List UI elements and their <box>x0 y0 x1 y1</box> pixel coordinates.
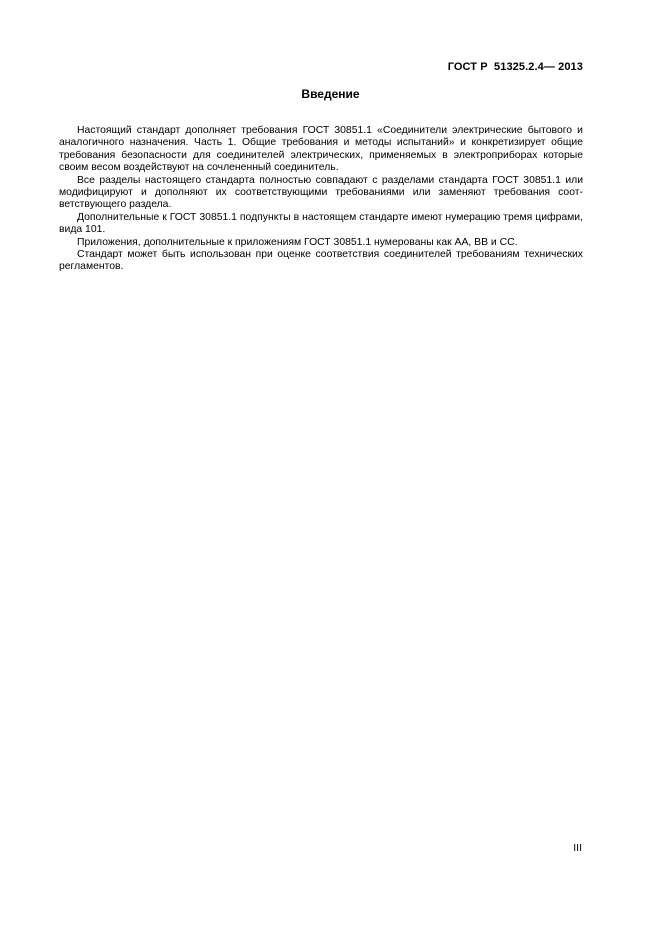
section-title: Введение <box>301 87 360 101</box>
paragraph: Все разделы настоящего стандарта полностью совпадают с разделами стандарта ГОСТ 30851.1 или модифицируют и дополняют их соответствующими требованиями или заменяют требования соответствующего раздела. <box>59 174 583 211</box>
document-header-standard-id: ГОСТ Р 51325.2.4— 2013 <box>447 61 583 73</box>
paragraph: Настоящий стандарт дополняет требования ГОСТ 30851.1 «Соединители электрические бытового и аналогичного назначения. Часть 1. Общие требования и методы испытаний» и конкретизирует общие требования безопасности для соединителей электрических, применяемых в электроприборах которые своим весом воздействуют на сочлененный соединитель. <box>59 125 583 174</box>
page-number: III <box>573 842 582 854</box>
paragraph: Приложения, дополнительные к приложениям ГОСТ 30851.1 нумерованы как АА, ВВ и СС. <box>77 236 518 248</box>
document-body <box>59 125 583 274</box>
paragraph: Стандарт может быть использован при оценке соответствия соединителей требованиям технических регламентов. <box>59 249 583 273</box>
paragraph: Дополнительные к ГОСТ 30851.1 подпункты в настоящем стандарте имеют нумерацию тремя цифрами, вида 101. <box>59 211 583 236</box>
